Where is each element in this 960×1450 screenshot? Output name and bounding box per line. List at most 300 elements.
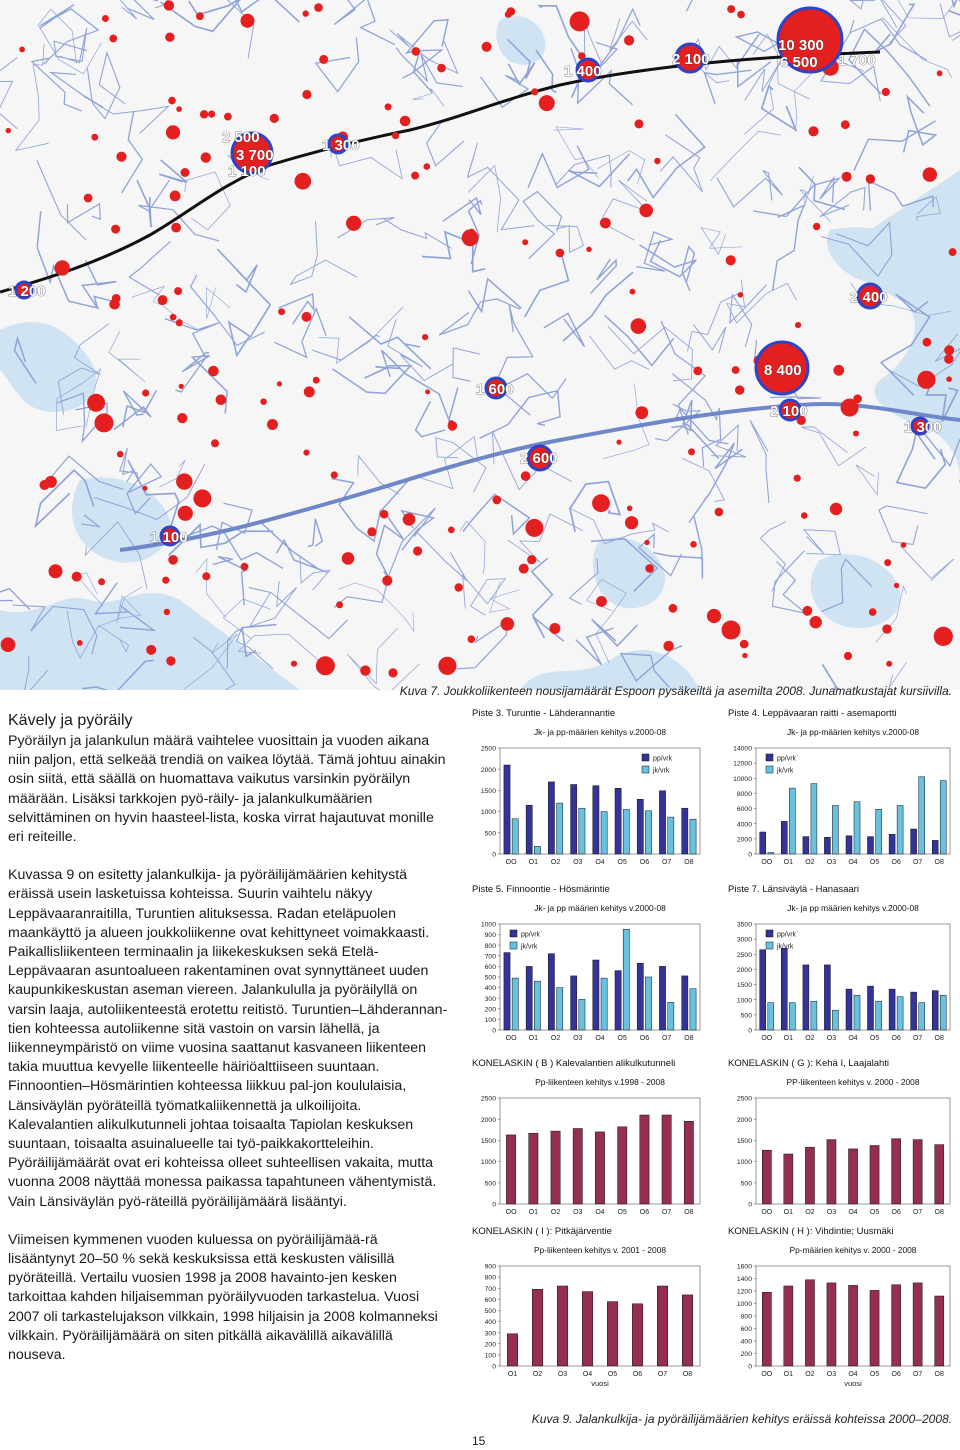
x-tick-label: O4 <box>848 1035 858 1042</box>
bus-stop-marker <box>331 471 338 478</box>
figure-9-caption: Kuva 9. Jalankulkija- ja pyöräilijämäärien kehitys eräissä kohteissa 2000–2008. <box>531 1412 952 1426</box>
x-tick-label: O3 <box>826 859 837 866</box>
x-tick-label: O5 <box>869 1035 880 1042</box>
bus-stop-marker <box>833 365 844 376</box>
legend-label: jk/vrk <box>777 943 794 951</box>
x-tick-label: O7 <box>912 1035 923 1042</box>
bar <box>682 808 688 854</box>
x-tick-label: O8 <box>682 1371 693 1378</box>
x-tick-label: O2 <box>805 1371 815 1378</box>
y-tick-label: 12000 <box>733 760 752 768</box>
bar <box>615 788 621 854</box>
bar <box>557 988 563 1030</box>
x-tick-label: O7 <box>912 859 923 866</box>
bus-stop-marker <box>901 542 907 548</box>
chart-title: Jk- ja pp-määrien kehitys v.2000-08 <box>533 727 667 737</box>
y-tick-label: 500 <box>484 830 496 838</box>
bus-stop-marker <box>49 564 63 578</box>
bar <box>637 963 643 1030</box>
y-tick-label: 1500 <box>736 982 752 990</box>
bus-stop-marker <box>740 640 749 649</box>
bus-stop-marker <box>295 173 312 190</box>
bus-stop-marker <box>627 506 633 512</box>
bar-chart <box>470 722 708 870</box>
bus-stop-marker <box>625 516 638 529</box>
bar <box>645 977 651 1030</box>
map-label: 1 300 <box>322 137 360 154</box>
bus-stop-marker <box>165 33 174 42</box>
bar-chart <box>726 1240 958 1392</box>
bar <box>846 836 852 854</box>
bar <box>512 978 518 1030</box>
bar-chart <box>726 722 958 870</box>
y-tick-label: 300 <box>484 1330 496 1338</box>
transit-boardings-map <box>0 0 960 690</box>
map-label: 6 500 <box>780 54 818 71</box>
bus-stop-marker <box>742 653 747 658</box>
bus-stop-marker <box>630 289 636 295</box>
bar <box>919 1003 925 1030</box>
y-tick-label: 2500 <box>736 1095 752 1103</box>
bar <box>557 1286 568 1366</box>
bus-stop-marker <box>313 377 320 384</box>
bus-stop-marker <box>346 219 354 227</box>
map-label: 2 100 <box>672 51 710 68</box>
legend-swatch <box>766 930 773 937</box>
y-tick-label: 700 <box>484 953 496 961</box>
x-tick-label: O8 <box>934 1371 944 1378</box>
y-tick-label: 2000 <box>480 766 496 774</box>
x-tick-label: O2 <box>550 1035 561 1042</box>
bus-stop-marker <box>109 35 117 43</box>
map-label: 1 300 <box>904 419 942 436</box>
bar <box>557 803 563 854</box>
bus-stop-marker <box>91 134 98 141</box>
legend-swatch <box>766 942 773 949</box>
bar <box>876 809 882 854</box>
y-tick-label: 0 <box>748 1363 752 1371</box>
y-tick-label: 8000 <box>736 791 752 799</box>
x-tick-label: O3 <box>573 859 583 866</box>
bus-stop-marker <box>400 116 411 127</box>
map-label: 1 200 <box>8 283 46 300</box>
bus-stop-marker <box>894 583 899 588</box>
bar <box>876 1001 882 1030</box>
bus-stop-marker <box>193 489 211 507</box>
chart-title: Jk- ja pp-määrien kehitys v.2000-08 <box>786 727 920 737</box>
bus-stop-marker <box>241 563 249 571</box>
bus-stop-marker <box>726 255 736 265</box>
bar <box>579 808 585 854</box>
map-label: 8 400 <box>764 362 802 379</box>
bus-stop-marker <box>592 494 610 512</box>
bus-stop-marker <box>196 12 204 20</box>
bar <box>940 995 946 1030</box>
bus-stop-marker <box>869 608 877 616</box>
bus-stop-marker <box>690 541 697 548</box>
bar <box>607 1302 618 1366</box>
x-tick-label: O7 <box>661 859 672 866</box>
x-tick-label: O5 <box>869 1371 880 1378</box>
bar <box>832 806 838 855</box>
map-label: 1 600 <box>476 381 514 398</box>
bar <box>668 817 674 854</box>
bus-stop-marker <box>170 314 177 321</box>
panel-title: KONELASKIN ( I ): Pitkäjärventie <box>472 1226 612 1237</box>
bus-stop-marker <box>171 223 181 233</box>
bar <box>849 1285 858 1366</box>
bus-stop-marker <box>570 11 590 31</box>
x-tick-label: O1 <box>783 1209 794 1216</box>
bus-stop-marker <box>492 496 501 505</box>
y-tick-label: 1500 <box>736 1138 752 1145</box>
y-tick-label: 500 <box>740 1012 752 1020</box>
bus-stop-marker <box>412 47 421 56</box>
bus-stop-marker <box>482 42 492 52</box>
bus-stop-marker <box>853 431 859 437</box>
bus-stop-marker <box>810 616 822 628</box>
y-tick-label: 1500 <box>480 788 496 795</box>
bar <box>601 812 607 854</box>
x-tick-label: O4 <box>848 1209 858 1216</box>
x-axis-label: vuosi <box>591 1379 609 1388</box>
x-tick-label: O8 <box>934 1209 944 1216</box>
bar <box>768 853 774 855</box>
bus-stop-marker <box>1 637 16 652</box>
bus-stop-marker <box>260 398 267 405</box>
bus-stop-marker <box>117 451 124 458</box>
y-tick-label: 800 <box>740 1313 752 1321</box>
y-tick-label: 0 <box>492 1363 496 1371</box>
bus-stop-marker <box>635 119 644 128</box>
bar <box>571 976 577 1030</box>
x-tick-label: O2 <box>805 1209 815 1216</box>
bar <box>579 999 585 1030</box>
legend-swatch <box>510 930 517 937</box>
bar <box>832 1010 838 1030</box>
bar <box>892 1285 901 1366</box>
bus-stop-marker <box>84 194 93 203</box>
bus-stop-marker <box>403 513 416 526</box>
bus-stop-marker <box>314 3 323 12</box>
bar <box>659 966 665 1030</box>
bar <box>889 989 895 1030</box>
bus-stop-marker <box>707 609 721 623</box>
bus-stop-marker <box>303 450 309 456</box>
x-axis-label: vuosi <box>844 1379 862 1388</box>
y-tick-label: 2000 <box>736 967 752 975</box>
bar <box>913 1283 922 1366</box>
bus-stop-marker <box>830 503 842 515</box>
bar <box>911 992 917 1030</box>
x-tick-label: O8 <box>684 1209 694 1216</box>
bus-stop-marker <box>866 174 875 183</box>
y-tick-label: 800 <box>484 942 496 950</box>
x-tick-label: OO <box>761 1371 773 1378</box>
bus-stop-marker <box>882 624 891 633</box>
bar <box>854 802 860 854</box>
bar <box>551 1131 560 1204</box>
bar-chart <box>726 898 958 1046</box>
bus-stop-marker <box>181 168 190 177</box>
bus-stop-marker <box>6 128 11 133</box>
bus-stop-marker <box>519 564 529 574</box>
y-tick-label: 2000 <box>736 1116 752 1124</box>
bus-stop-marker <box>270 114 279 123</box>
legend-swatch <box>766 754 773 761</box>
panel-title: Piste 7. Länsiväylä - Hanasaari <box>728 884 859 895</box>
bus-stop-marker <box>98 578 105 585</box>
y-tick-label: 100 <box>484 1352 496 1360</box>
y-tick-label: 1400 <box>736 1276 752 1284</box>
x-tick-label: OO <box>505 1035 517 1042</box>
bus-stop-marker <box>732 366 740 374</box>
x-tick-label: O7 <box>657 1371 668 1378</box>
bus-stop-marker <box>40 480 50 490</box>
x-tick-label: O4 <box>595 859 605 866</box>
x-tick-label: OO <box>505 859 517 866</box>
bar <box>846 989 852 1030</box>
y-tick-label: 3000 <box>736 936 752 944</box>
bar <box>870 1146 879 1205</box>
bus-stop-marker <box>521 471 531 481</box>
bus-stop-marker <box>116 152 126 162</box>
bar <box>762 1292 771 1366</box>
x-tick-label: O5 <box>617 1209 627 1216</box>
y-tick-label: 200 <box>484 1006 496 1014</box>
y-tick-label: 1000 <box>736 997 752 1005</box>
bus-stop-marker <box>522 239 528 245</box>
x-tick-label: O3 <box>826 1371 837 1378</box>
x-tick-label: O5 <box>617 1035 627 1042</box>
x-tick-label: OO <box>505 1209 517 1216</box>
y-tick-label: 0 <box>748 851 752 859</box>
bus-stop-marker <box>211 439 219 447</box>
bus-stop-marker <box>380 510 389 519</box>
map-label: 2 500 <box>222 129 260 146</box>
y-tick-label: 400 <box>484 1319 496 1327</box>
x-tick-label: O1 <box>528 1035 539 1042</box>
bar <box>507 1334 518 1366</box>
y-tick-label: 2500 <box>736 951 752 959</box>
y-tick-label: 2500 <box>480 745 496 753</box>
y-tick-label: 200 <box>484 1341 496 1349</box>
bar <box>803 965 809 1030</box>
bus-stop-marker <box>644 540 649 545</box>
x-tick-label: O8 <box>934 859 944 866</box>
panel-title: KONELASKIN ( G ): Kehä I, Laajalahti <box>728 1058 890 1069</box>
page-number: 15 <box>472 1434 486 1448</box>
y-tick-label: 600 <box>740 1326 752 1334</box>
bus-stop-marker <box>336 601 343 608</box>
bus-stop-marker <box>224 113 232 121</box>
bar <box>637 799 643 854</box>
bus-stop-marker <box>392 132 399 139</box>
bar <box>645 811 651 854</box>
chart-title: Jk- ja pp määrien kehitys v.2000-08 <box>534 903 666 913</box>
y-tick-label: 1500 <box>480 1138 496 1145</box>
legend-swatch <box>510 942 517 949</box>
x-tick-label: O4 <box>848 1371 858 1378</box>
bar <box>623 929 629 1030</box>
y-tick-label: 0 <box>748 1201 752 1209</box>
bar <box>548 782 554 854</box>
bar <box>623 810 629 855</box>
bus-stop-marker <box>360 665 370 675</box>
y-tick-label: 3500 <box>736 921 752 929</box>
map-label: 1 100 <box>228 163 266 180</box>
bus-stop-marker <box>693 367 702 376</box>
x-tick-label: O6 <box>639 1209 650 1216</box>
y-tick-label: 900 <box>484 1263 496 1271</box>
chart-title: Pp-liikenteen kehitys v. 2001 - 2008 <box>533 1245 667 1255</box>
bar <box>659 791 665 854</box>
y-tick-label: 0 <box>492 851 496 859</box>
chart-title: Pp-määrien kehitys v. 2000 - 2008 <box>789 1245 917 1255</box>
bar-chart <box>726 1072 958 1220</box>
bus-stop-marker <box>146 645 156 655</box>
bus-stop-marker <box>102 15 109 22</box>
x-tick-label: O5 <box>617 859 627 866</box>
bus-stop-marker <box>278 308 285 315</box>
bus-stop-marker <box>158 295 168 305</box>
legend-label: pp/vrk <box>777 931 797 939</box>
bus-stop-marker <box>645 564 654 573</box>
y-tick-label: 14000 <box>733 745 752 753</box>
x-tick-label: O3 <box>573 1035 583 1042</box>
legend-label: jk/vrk <box>521 943 538 951</box>
bus-stop-marker <box>917 371 935 389</box>
bar <box>854 995 860 1030</box>
y-tick-label: 500 <box>740 1180 752 1188</box>
legend-swatch <box>642 766 649 773</box>
bus-stop-marker <box>164 0 174 10</box>
bar <box>827 1283 836 1366</box>
bus-stop-marker <box>841 120 850 129</box>
bus-stop-marker <box>501 617 515 631</box>
y-tick-label: 200 <box>740 1351 752 1359</box>
bar-chart <box>470 1240 708 1392</box>
bar <box>526 805 532 854</box>
x-tick-label: O3 <box>573 1209 583 1216</box>
bus-stop-marker <box>202 572 210 580</box>
bar <box>593 960 599 1030</box>
bar <box>618 1127 627 1204</box>
bus-stop-marker <box>946 376 952 382</box>
x-tick-label: OO <box>761 1035 773 1042</box>
bar <box>760 950 766 1030</box>
bus-stop-marker <box>539 95 555 111</box>
x-tick-label: O4 <box>595 1209 605 1216</box>
bus-stop-marker <box>654 158 660 164</box>
paragraph: Kuvassa 9 on esitetty jalankulkija- ja pyöräilijämäärien kehitystä eräissä usein lasketuissa kohteissa. Suurin vaihtelu näkyy Leppävaaranraitilla, Turuntien alituksessa. Radan eteläpuolen maankäyttö ja alueen joukkoliikenne ovat kehittyneet voimakkaasti. Paikallisliikenteen terminaalin ja liikekeskuksen sekä Etelä-Leppävaaran asuntoalueen rakentaminen ovat synnyttäneet uuden kaupunkikeskustan aseman viereen. Jalankululla ja pyöräilyllä on varsin laaja, autoliikenteestä erotettu reitistö. Turuntien–Lähderannan-tien kohteessa autoliikenne sitä vastoin on varsin lähellä, ja liikenneympäristö on viime vuosina saattanut kasvaneen liikenteen takia muuttua kevyelle liikenteelle häiriöalttiiseen suuntaan. Finnoontien–Hösmärintien kohteessa liikkuu pal-jon koululaisia, Länsiväylän pyöräteillä työmatkaliikennettä ja ulkoilijoita. Kalevalantien alikulkutunneli johtaa toisaalta Tapiolan keskuksen suuntaan, toisaalta asuinalueelle tai työ-paikkakortteleihin. Pyöräilijämäärät ovat eri kohteissa olleet suhteellisen vakaita, mutta vuonna 2008 näyttää monessa paikassa tapahtuneen vähentymistä. Vain Länsiväylän pyö-räteillä pyöräilijämäärä lisääntyi. <box>8 867 448 1210</box>
y-tick-label: 1200 <box>736 1288 752 1296</box>
bar <box>827 1140 836 1204</box>
x-tick-label: O1 <box>528 1209 539 1216</box>
bus-stop-marker <box>844 652 852 660</box>
y-tick-label: 10000 <box>733 775 752 783</box>
bar <box>805 1147 814 1204</box>
x-tick-label: O2 <box>550 1209 561 1216</box>
bar <box>781 821 787 854</box>
y-tick-label: 500 <box>484 1180 496 1188</box>
map-label: 2 400 <box>850 289 888 306</box>
legend-label: pp/vrk <box>653 755 673 763</box>
map-label: 1 700 <box>838 52 876 69</box>
bus-stop-marker <box>19 47 25 53</box>
bus-stop-marker <box>722 621 741 640</box>
x-tick-label: O1 <box>507 1371 518 1378</box>
bar <box>532 1289 543 1366</box>
bus-stop-marker <box>527 555 536 564</box>
bus-stop-marker <box>635 406 648 419</box>
bus-stop-marker <box>437 64 446 73</box>
bar <box>824 965 830 1030</box>
x-tick-label: O6 <box>639 859 650 866</box>
bar <box>548 954 554 1030</box>
bus-stop-marker <box>884 559 891 566</box>
bus-stop-marker <box>525 519 543 537</box>
bus-stop-marker <box>162 577 169 584</box>
bus-stop-marker <box>166 656 175 665</box>
bus-stop-marker <box>795 322 801 328</box>
bar <box>932 991 938 1030</box>
bar <box>849 1149 858 1204</box>
bar <box>784 1154 793 1204</box>
bus-stop-marker <box>111 225 120 234</box>
bus-stop-marker <box>937 70 943 76</box>
x-tick-label: O6 <box>891 859 901 866</box>
bus-stop-marker <box>727 5 735 13</box>
x-tick-label: OO <box>761 859 773 866</box>
bus-stop-marker <box>669 604 678 613</box>
bus-stop-marker <box>596 596 607 607</box>
x-tick-label: O8 <box>684 1035 694 1042</box>
bar <box>657 1286 668 1366</box>
panel-title: KONELASKIN ( B ) Kalevalantien alikulkutunneli <box>472 1058 676 1069</box>
legend-label: jk/vrk <box>653 767 670 775</box>
x-tick-label: O3 <box>557 1371 568 1378</box>
panel-title: KONELASKIN ( H ): Vihdintie; Uusmäki <box>728 1226 894 1237</box>
bus-stop-marker <box>813 223 820 230</box>
panel-title: Piste 3. Turuntie - Lähderannantie <box>472 708 616 719</box>
chart-title: PP-liikenteen kehitys v. 2000 - 2008 <box>786 1077 920 1087</box>
bar <box>789 1003 795 1030</box>
x-tick-label: O6 <box>891 1371 901 1378</box>
bus-stop-marker <box>304 386 315 397</box>
bus-stop-marker <box>424 163 431 170</box>
x-tick-label: O6 <box>891 1209 901 1216</box>
figure-7-caption: Kuva 7. Joukkoliikenteen nousijamäärät Espoon pysäkeiltä ja asemilta 2008. Junamatkustajat kursiivilla. <box>399 684 952 698</box>
bus-stop-marker <box>688 448 695 455</box>
bus-stop-marker <box>438 657 456 675</box>
y-tick-label: 900 <box>484 932 496 940</box>
y-tick-label: 2000 <box>736 836 752 844</box>
bar <box>504 953 510 1030</box>
bus-stop-marker <box>142 389 149 396</box>
bar <box>889 834 895 854</box>
bus-stop-marker <box>934 627 953 646</box>
bus-stop-marker <box>586 247 591 252</box>
bar <box>811 784 817 854</box>
x-tick-label: O8 <box>934 1035 944 1042</box>
bar <box>868 837 874 854</box>
bus-stop-marker <box>302 90 311 99</box>
bar <box>760 832 766 854</box>
bus-stop-marker <box>505 11 512 18</box>
bus-stop-marker <box>949 248 957 256</box>
bus-stop-marker <box>794 475 801 482</box>
